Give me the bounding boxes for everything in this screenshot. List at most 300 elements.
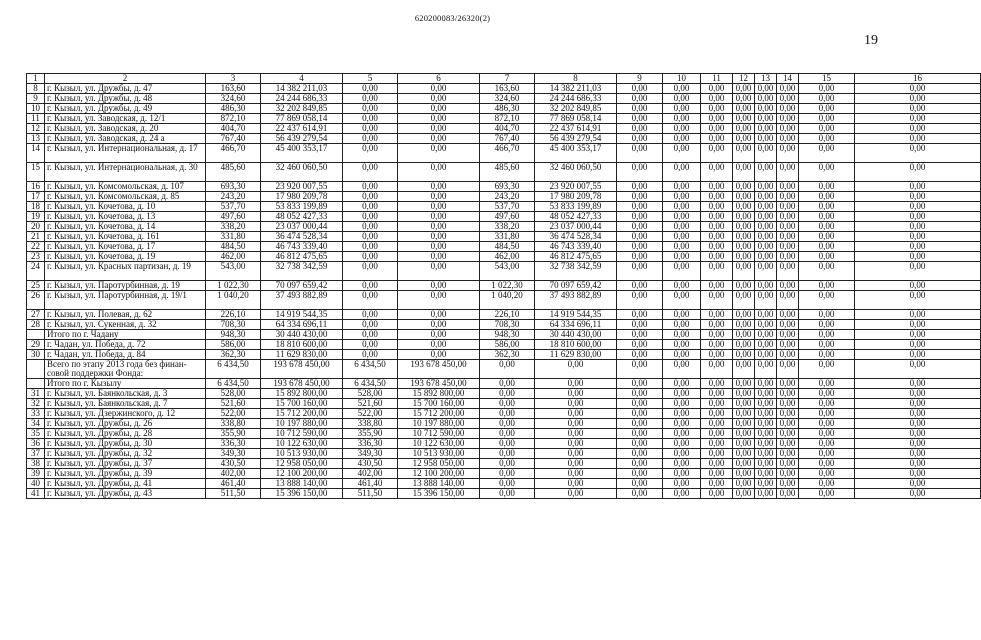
- value-cell: 0,00: [617, 320, 663, 330]
- value-cell: 0,00: [701, 340, 733, 350]
- value-cell: 0,00: [733, 182, 755, 192]
- value-cell: 0,00: [777, 489, 799, 499]
- value-cell: 0,00: [777, 409, 799, 419]
- value-cell: 0,00: [755, 144, 777, 163]
- value-cell: 0,00: [855, 104, 981, 114]
- value-cell: 56 439 279,54: [535, 134, 617, 144]
- value-cell: 0,00: [733, 310, 755, 320]
- value-cell: 0,00: [617, 104, 663, 114]
- value-cell: 45 400 353,17: [535, 144, 617, 163]
- value-cell: 0,00: [535, 389, 617, 399]
- value-cell: 537,70: [480, 202, 535, 212]
- value-cell: 0,00: [777, 330, 799, 340]
- value-cell: 0,00: [398, 310, 480, 320]
- value-cell: 0,00: [617, 489, 663, 499]
- value-cell: 0,00: [663, 320, 701, 330]
- row-number-cell: 36: [27, 439, 45, 449]
- value-cell: 338,80: [206, 419, 261, 429]
- value-cell: 0,00: [617, 350, 663, 360]
- row-number-cell: 24: [27, 262, 45, 281]
- value-cell: 355,90: [206, 429, 261, 439]
- value-cell: 0,00: [343, 104, 398, 114]
- address-cell: г. Кызыл, ул. Дружбы, д. 49: [45, 104, 206, 114]
- value-cell: 0,00: [755, 192, 777, 202]
- value-cell: 0,00: [755, 104, 777, 114]
- value-cell: 0,00: [701, 124, 733, 134]
- value-cell: 24 244 686,33: [261, 94, 343, 104]
- value-cell: 0,00: [701, 320, 733, 330]
- address-cell: г. Кызыл, ул. Кочетова, д. 10: [45, 202, 206, 212]
- row-number-cell: 35: [27, 429, 45, 439]
- value-cell: 0,00: [755, 84, 777, 94]
- value-cell: 362,30: [206, 350, 261, 360]
- value-cell: 15 892 800,00: [261, 389, 343, 399]
- value-cell: 0,00: [398, 350, 480, 360]
- value-cell: 484,50: [480, 242, 535, 252]
- value-cell: 0,00: [701, 399, 733, 409]
- value-cell: 0,00: [799, 340, 855, 350]
- row-number-cell: 28: [27, 320, 45, 330]
- value-cell: 10 122 630,00: [261, 439, 343, 449]
- value-cell: 430,50: [206, 459, 261, 469]
- value-cell: 10 122 630,00: [398, 439, 480, 449]
- row-number-cell: 38: [27, 459, 45, 469]
- table-row: [27, 182, 981, 192]
- table-row: [27, 192, 981, 202]
- value-cell: 23 037 000,44: [535, 222, 617, 232]
- row-number-cell: 8: [27, 84, 45, 94]
- value-cell: 17 980 209,78: [261, 192, 343, 202]
- value-cell: 0,00: [535, 489, 617, 499]
- value-cell: 0,00: [663, 281, 701, 291]
- value-cell: 872,10: [206, 114, 261, 124]
- column-header: 4: [261, 74, 343, 84]
- address-cell: г. Кызыл, ул. Интернациональная, д. 17: [45, 144, 206, 163]
- value-cell: 0,00: [799, 310, 855, 320]
- value-cell: 0,00: [799, 379, 855, 389]
- column-header: 12: [733, 74, 755, 84]
- row-number-cell: 29: [27, 340, 45, 350]
- value-cell: 32 460 060,50: [261, 163, 343, 182]
- row-number-cell: 40: [27, 479, 45, 489]
- value-cell: 0,00: [398, 182, 480, 192]
- value-cell: 0,00: [398, 202, 480, 212]
- address-cell: Итого по г. Кызылу: [45, 379, 206, 389]
- value-cell: 0,00: [398, 242, 480, 252]
- value-cell: 0,00: [755, 340, 777, 350]
- value-cell: 0,00: [855, 350, 981, 360]
- value-cell: 0,00: [777, 192, 799, 202]
- value-cell: 0,00: [343, 212, 398, 222]
- value-cell: 56 439 279,54: [261, 134, 343, 144]
- value-cell: 0,00: [701, 409, 733, 419]
- value-cell: 0,00: [343, 242, 398, 252]
- value-cell: 0,00: [777, 479, 799, 489]
- value-cell: 0,00: [733, 242, 755, 252]
- value-cell: 586,00: [206, 340, 261, 350]
- value-cell: 0,00: [799, 419, 855, 429]
- value-cell: 0,00: [617, 232, 663, 242]
- table-row: [27, 212, 981, 222]
- value-cell: 0,00: [701, 459, 733, 469]
- value-cell: 0,00: [701, 330, 733, 340]
- row-number-cell: 25: [27, 281, 45, 291]
- value-cell: 0,00: [663, 242, 701, 252]
- value-cell: 0,00: [777, 399, 799, 409]
- table-row: [27, 163, 981, 182]
- table-row: [27, 242, 981, 252]
- value-cell: 0,00: [799, 330, 855, 340]
- value-cell: 0,00: [535, 379, 617, 389]
- table-header-row: [27, 74, 981, 84]
- value-cell: 46 743 339,40: [535, 242, 617, 252]
- value-cell: 0,00: [777, 252, 799, 262]
- value-cell: 0,00: [343, 232, 398, 242]
- value-cell: 70 097 659,42: [261, 281, 343, 291]
- value-cell: 0,00: [855, 399, 981, 409]
- value-cell: 0,00: [398, 232, 480, 242]
- value-cell: 0,00: [733, 429, 755, 439]
- value-cell: 0,00: [755, 291, 777, 310]
- value-cell: 521,60: [206, 399, 261, 409]
- table-row: [27, 439, 981, 449]
- value-cell: 324,60: [206, 94, 261, 104]
- value-cell: 0,00: [755, 163, 777, 182]
- value-cell: 0,00: [855, 360, 981, 379]
- value-cell: 0,00: [617, 469, 663, 479]
- address-cell: г. Чадан, ул. Победа, д. 72: [45, 340, 206, 350]
- value-cell: 0,00: [343, 94, 398, 104]
- value-cell: 0,00: [343, 340, 398, 350]
- value-cell: 0,00: [701, 310, 733, 320]
- value-cell: 0,00: [398, 144, 480, 163]
- table-row: [27, 340, 981, 350]
- value-cell: 163,60: [206, 84, 261, 94]
- value-cell: 0,00: [701, 163, 733, 182]
- value-cell: 0,00: [480, 459, 535, 469]
- value-cell: 0,00: [398, 94, 480, 104]
- value-cell: 0,00: [777, 163, 799, 182]
- row-number-cell: 34: [27, 419, 45, 429]
- value-cell: 0,00: [701, 252, 733, 262]
- value-cell: 0,00: [535, 469, 617, 479]
- value-cell: 0,00: [343, 262, 398, 281]
- value-cell: 338,20: [206, 222, 261, 232]
- value-cell: 0,00: [535, 360, 617, 379]
- value-cell: 0,00: [663, 252, 701, 262]
- value-cell: 163,60: [480, 84, 535, 94]
- value-cell: 0,00: [343, 202, 398, 212]
- value-cell: 0,00: [755, 439, 777, 449]
- value-cell: 0,00: [855, 212, 981, 222]
- row-number-cell: 39: [27, 469, 45, 479]
- value-cell: 0,00: [799, 262, 855, 281]
- value-cell: 0,00: [855, 163, 981, 182]
- value-cell: 497,60: [480, 212, 535, 222]
- page-number: 19: [864, 33, 878, 48]
- value-cell: 0,00: [755, 134, 777, 144]
- value-cell: 0,00: [343, 310, 398, 320]
- value-cell: 193 678 450,00: [261, 379, 343, 389]
- value-cell: 0,00: [701, 389, 733, 399]
- row-number-cell: 11: [27, 114, 45, 124]
- address-cell: г. Кызыл, ул. Дружбы, д. 47: [45, 84, 206, 94]
- value-cell: 0,00: [733, 439, 755, 449]
- value-cell: 0,00: [701, 439, 733, 449]
- value-cell: 462,00: [206, 252, 261, 262]
- value-cell: 0,00: [617, 281, 663, 291]
- value-cell: 0,00: [617, 94, 663, 104]
- address-cell: г. Кызыл, ул. Кочетова, д. 14: [45, 222, 206, 232]
- value-cell: 0,00: [617, 459, 663, 469]
- value-cell: 528,00: [343, 389, 398, 399]
- value-cell: 0,00: [663, 439, 701, 449]
- value-cell: 13 888 140,00: [261, 479, 343, 489]
- value-cell: 12 958 050,00: [261, 459, 343, 469]
- value-cell: 0,00: [855, 379, 981, 389]
- value-cell: 0,00: [755, 419, 777, 429]
- value-cell: 0,00: [617, 252, 663, 262]
- table-row: [27, 320, 981, 330]
- value-cell: 53 833 199,89: [261, 202, 343, 212]
- table-row: [27, 84, 981, 94]
- value-cell: 77 869 058,14: [535, 114, 617, 124]
- value-cell: 0,00: [755, 212, 777, 222]
- value-cell: 767,40: [206, 134, 261, 144]
- value-cell: 0,00: [755, 281, 777, 291]
- value-cell: 0,00: [755, 242, 777, 252]
- value-cell: 6 434,50: [206, 379, 261, 389]
- value-cell: 1 022,30: [206, 281, 261, 291]
- value-cell: 0,00: [733, 252, 755, 262]
- value-cell: 404,70: [480, 124, 535, 134]
- value-cell: 0,00: [663, 419, 701, 429]
- value-cell: 0,00: [799, 134, 855, 144]
- table-row: [27, 419, 981, 429]
- table-row: [27, 489, 981, 499]
- value-cell: 70 097 659,42: [535, 281, 617, 291]
- value-cell: 0,00: [755, 252, 777, 262]
- value-cell: 0,00: [755, 399, 777, 409]
- value-cell: 0,00: [855, 94, 981, 104]
- value-cell: 15 892 800,00: [398, 389, 480, 399]
- value-cell: 15 712 200,00: [398, 409, 480, 419]
- value-cell: 0,00: [855, 144, 981, 163]
- value-cell: 18 810 600,00: [535, 340, 617, 350]
- address-cell: г. Кызыл, ул. Сукенная, д. 32: [45, 320, 206, 330]
- value-cell: 0,00: [733, 114, 755, 124]
- value-cell: 0,00: [617, 163, 663, 182]
- value-cell: 511,50: [343, 489, 398, 499]
- table-row: [27, 94, 981, 104]
- row-number-cell: 16: [27, 182, 45, 192]
- value-cell: 6 434,50: [343, 379, 398, 389]
- value-cell: 0,00: [701, 469, 733, 479]
- value-cell: 53 833 199,89: [535, 202, 617, 212]
- value-cell: 0,00: [799, 429, 855, 439]
- row-number-cell: 21: [27, 232, 45, 242]
- value-cell: 6 434,50: [206, 360, 261, 379]
- column-header: 8: [535, 74, 617, 84]
- column-header: 10: [663, 74, 701, 84]
- value-cell: 0,00: [701, 144, 733, 163]
- row-number-cell: 30: [27, 350, 45, 360]
- row-number-cell: 31: [27, 389, 45, 399]
- value-cell: 1 022,30: [480, 281, 535, 291]
- value-cell: 0,00: [663, 429, 701, 439]
- value-cell: 0,00: [799, 479, 855, 489]
- value-cell: 0,00: [701, 379, 733, 389]
- address-cell: г. Кызыл, ул. Кочетова, д. 17: [45, 242, 206, 252]
- value-cell: 0,00: [755, 222, 777, 232]
- value-cell: 32 202 849,85: [261, 104, 343, 114]
- value-cell: 0,00: [777, 469, 799, 479]
- value-cell: 0,00: [855, 281, 981, 291]
- value-cell: 0,00: [663, 469, 701, 479]
- value-cell: 0,00: [755, 182, 777, 192]
- address-cell: г. Кызыл, ул. Дружбы, д. 43: [45, 489, 206, 499]
- value-cell: 23 037 000,44: [261, 222, 343, 232]
- value-cell: 0,00: [701, 419, 733, 429]
- value-cell: 0,00: [343, 252, 398, 262]
- value-cell: 36 474 528,34: [535, 232, 617, 242]
- value-cell: 0,00: [799, 114, 855, 124]
- value-cell: 0,00: [855, 202, 981, 212]
- address-cell: Всего по этапу 2013 года без финан-совой поддержки Фонда:: [45, 360, 206, 379]
- value-cell: 0,00: [343, 84, 398, 94]
- value-cell: 0,00: [617, 429, 663, 439]
- value-cell: 0,00: [398, 262, 480, 281]
- value-cell: 0,00: [701, 262, 733, 281]
- value-cell: 0,00: [733, 94, 755, 104]
- value-cell: 0,00: [663, 489, 701, 499]
- value-cell: 708,30: [206, 320, 261, 330]
- value-cell: 0,00: [777, 439, 799, 449]
- value-cell: 0,00: [799, 104, 855, 114]
- value-cell: 0,00: [663, 192, 701, 202]
- value-cell: 0,00: [777, 114, 799, 124]
- value-cell: 0,00: [855, 389, 981, 399]
- value-cell: 0,00: [617, 182, 663, 192]
- value-cell: 0,00: [535, 399, 617, 409]
- value-cell: 0,00: [799, 489, 855, 499]
- table-row: [27, 350, 981, 360]
- value-cell: 0,00: [777, 350, 799, 360]
- value-cell: 0,00: [663, 409, 701, 419]
- value-cell: 0,00: [398, 330, 480, 340]
- value-cell: 0,00: [755, 489, 777, 499]
- value-cell: 0,00: [535, 459, 617, 469]
- address-cell: г. Кызыл, ул. Комсомольская, д. 107: [45, 182, 206, 192]
- address-cell: г. Кызыл, ул. Дружбы, д. 37: [45, 459, 206, 469]
- value-cell: 0,00: [755, 350, 777, 360]
- value-cell: 0,00: [755, 94, 777, 104]
- value-cell: 0,00: [799, 222, 855, 232]
- value-cell: 0,00: [663, 232, 701, 242]
- data-table: [26, 73, 981, 499]
- value-cell: 14 382 211,03: [535, 84, 617, 94]
- value-cell: 0,00: [398, 222, 480, 232]
- address-cell: г. Кызыл, ул. Дружбы, д. 39: [45, 469, 206, 479]
- value-cell: 0,00: [480, 409, 535, 419]
- address-cell: г. Кызыл, ул. Дружбы, д. 30: [45, 439, 206, 449]
- value-cell: 0,00: [663, 182, 701, 192]
- value-cell: 14 382 211,03: [261, 84, 343, 94]
- value-cell: 0,00: [733, 360, 755, 379]
- value-cell: 0,00: [733, 144, 755, 163]
- value-cell: 693,30: [206, 182, 261, 192]
- value-cell: 0,00: [799, 192, 855, 202]
- value-cell: 0,00: [777, 182, 799, 192]
- value-cell: 46 812 475,65: [535, 252, 617, 262]
- value-cell: 0,00: [755, 479, 777, 489]
- value-cell: 948,30: [480, 330, 535, 340]
- value-cell: 0,00: [799, 252, 855, 262]
- value-cell: 0,00: [617, 379, 663, 389]
- value-cell: 0,00: [755, 124, 777, 134]
- value-cell: 0,00: [663, 134, 701, 144]
- value-cell: 0,00: [755, 429, 777, 439]
- value-cell: 0,00: [343, 320, 398, 330]
- value-cell: 0,00: [701, 222, 733, 232]
- value-cell: 0,00: [799, 350, 855, 360]
- value-cell: 22 437 614,91: [261, 124, 343, 134]
- value-cell: 0,00: [343, 291, 398, 310]
- value-cell: 0,00: [398, 134, 480, 144]
- value-cell: 0,00: [777, 320, 799, 330]
- value-cell: 1 040,20: [480, 291, 535, 310]
- value-cell: 0,00: [663, 144, 701, 163]
- value-cell: 0,00: [480, 449, 535, 459]
- value-cell: 338,20: [480, 222, 535, 232]
- row-number-cell: 22: [27, 242, 45, 252]
- value-cell: 462,00: [480, 252, 535, 262]
- table-row: [27, 399, 981, 409]
- value-cell: 0,00: [617, 222, 663, 232]
- table-row: [27, 379, 981, 389]
- value-cell: 0,00: [855, 262, 981, 281]
- value-cell: 543,00: [480, 262, 535, 281]
- row-number-cell: 20: [27, 222, 45, 232]
- value-cell: 0,00: [777, 94, 799, 104]
- value-cell: 0,00: [480, 439, 535, 449]
- value-cell: 0,00: [755, 114, 777, 124]
- value-cell: 193 678 450,00: [261, 360, 343, 379]
- address-cell: г. Кызыл, ул. Паротурбинная, д. 19: [45, 281, 206, 291]
- value-cell: 10 712 590,00: [398, 429, 480, 439]
- value-cell: 0,00: [733, 459, 755, 469]
- value-cell: 0,00: [799, 449, 855, 459]
- value-cell: 0,00: [663, 104, 701, 114]
- value-cell: 0,00: [343, 124, 398, 134]
- value-cell: 355,90: [343, 429, 398, 439]
- value-cell: 0,00: [701, 84, 733, 94]
- address-cell: г. Кызыл, ул. Интернациональная, д. 30: [45, 163, 206, 182]
- value-cell: 45 400 353,17: [261, 144, 343, 163]
- value-cell: 0,00: [617, 389, 663, 399]
- address-cell: г. Кызыл, ул. Дружбы, д. 48: [45, 94, 206, 104]
- value-cell: 23 920 007,55: [535, 182, 617, 192]
- value-cell: 0,00: [480, 479, 535, 489]
- value-cell: 0,00: [799, 389, 855, 399]
- value-cell: 10 513 930,00: [398, 449, 480, 459]
- value-cell: 0,00: [535, 479, 617, 489]
- value-cell: 0,00: [733, 320, 755, 330]
- value-cell: 14 919 544,35: [535, 310, 617, 320]
- value-cell: 15 712 200,00: [261, 409, 343, 419]
- value-cell: 23 920 007,55: [261, 182, 343, 192]
- value-cell: 77 869 058,14: [261, 114, 343, 124]
